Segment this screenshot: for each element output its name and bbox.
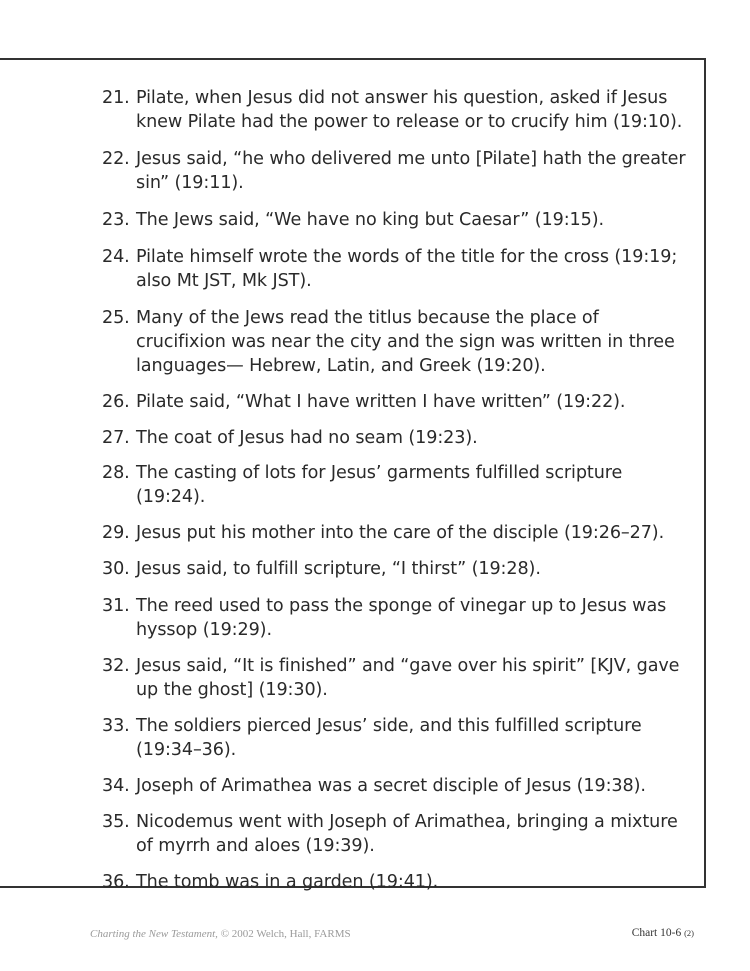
item-number: 27.: [102, 428, 130, 448]
item-text: Joseph of Arimathea was a secret disciple of Jesus (19:38).: [136, 776, 646, 796]
item-text: The soldiers pierced Jesus’ side, and this fulfilled scripture (19:34–36).: [136, 716, 642, 760]
item-number: 33.: [102, 716, 130, 736]
item-number: 28.: [102, 463, 130, 483]
item-text: Pilate said, “What I have written I have written” (19:22).: [136, 392, 626, 412]
list-item: [102, 86, 692, 134]
list-item: [102, 557, 692, 581]
item-number: 34.: [102, 776, 130, 796]
footer-citation: [90, 928, 351, 940]
item-number: 22.: [102, 149, 130, 169]
chart-label: Chart 10-6: [631, 927, 682, 939]
footer-chart-number: [632, 927, 694, 939]
list-item: [102, 461, 692, 509]
list-item: [102, 774, 692, 798]
item-number: 21.: [102, 88, 130, 108]
item-text: Pilate, when Jesus did not answer his question, asked if Jesus knew Pilate had the power to release or to crucify him (19:10).: [136, 88, 683, 132]
footer-copyright: © 2002 Welch, Hall, FARMS: [217, 928, 351, 940]
list-item: [102, 594, 692, 642]
item-number: 25.: [102, 308, 130, 328]
item-text: Jesus put his mother into the care of the disciple (19:26–27).: [136, 523, 665, 543]
item-number: 31.: [102, 596, 130, 616]
item-text: The coat of Jesus had no seam (19:23).: [136, 428, 478, 448]
statement-list: [102, 86, 692, 894]
item-number: 35.: [102, 812, 130, 832]
list-item: [102, 245, 692, 293]
item-text: The tomb was in a garden (19:41).: [136, 872, 439, 892]
item-number: 23.: [102, 210, 130, 230]
item-number: 30.: [102, 559, 130, 579]
item-text: Jesus said, to fulfill scripture, “I thirst” (19:28).: [136, 559, 541, 579]
list-item: [102, 390, 692, 414]
item-text: Jesus said, “he who delivered me unto [Pilate] hath the greater sin” (19:11).: [136, 149, 686, 193]
item-text: Many of the Jews read the titlus because the place of crucifixion was near the city and the sign was written in three languages— Hebrew, Latin, and Greek (19:20).: [136, 308, 675, 376]
list-item: [102, 654, 692, 702]
list-item: [102, 810, 692, 858]
list-item: [102, 870, 692, 894]
item-text: Jesus said, “It is finished” and “gave over his spirit” [KJV, gave up the ghost] (19:30).: [136, 656, 680, 700]
item-text: The reed used to pass the sponge of vinegar up to Jesus was hyssop (19:29).: [136, 596, 667, 640]
item-text: The casting of lots for Jesus’ garments fulfilled scripture (19:24).: [136, 463, 623, 507]
item-number: 36.: [102, 872, 130, 892]
list-item: [102, 208, 692, 232]
list-item: [102, 426, 692, 450]
list-item: [102, 147, 692, 195]
footer-book-title: Charting the New Testament,: [90, 928, 218, 940]
list-item: [102, 714, 692, 762]
item-text: The Jews said, “We have no king but Caesar” (19:15).: [136, 210, 604, 230]
item-number: 24.: [102, 247, 130, 267]
item-text: Nicodemus went with Joseph of Arimathea, bringing a mixture of myrrh and aloes (19:39).: [136, 812, 678, 856]
list-item: [102, 521, 692, 545]
chart-page: (2): [684, 928, 694, 938]
list-item: [102, 306, 692, 378]
item-number: 29.: [102, 523, 130, 543]
item-number: 26.: [102, 392, 130, 412]
item-number: 32.: [102, 656, 130, 676]
item-text: Pilate himself wrote the words of the title for the cross (19:19; also Mt JST, Mk JST).: [136, 247, 678, 291]
